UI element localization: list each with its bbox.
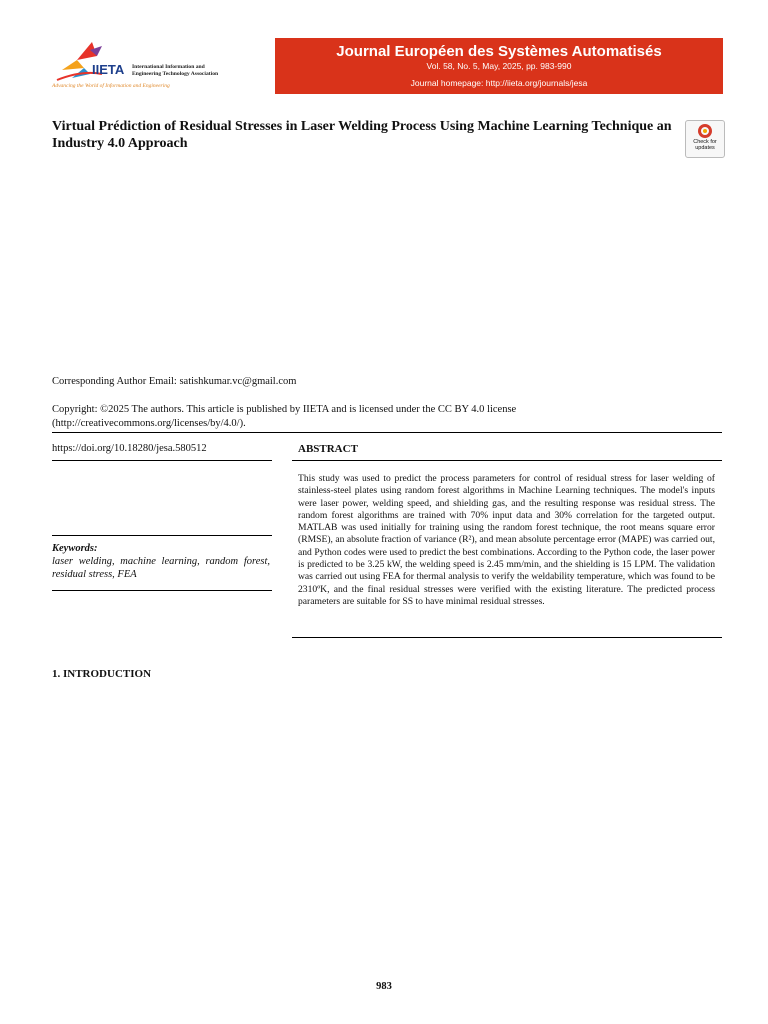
publisher-logo [52,40,262,98]
publisher-name [132,64,218,77]
publisher-name-line1: International Information and [132,64,205,70]
abstract-heading: ABSTRACT [298,443,358,455]
divider [52,460,272,461]
check-updates-label: Check for updates [693,139,717,151]
keywords-text: laser welding, machine learning, random forest, residual stress, FEA [52,556,270,580]
publisher-name-line2: Engineering Technology Association [132,70,219,77]
divider [52,590,272,591]
section-heading: 1. INTRODUCTION [52,668,152,680]
doi-link[interactable]: https://doi.org/10.18280/jesa.580512 [52,443,207,454]
check-updates-icon [698,124,712,138]
publisher-tagline: Advancing the World of Information and Engineering [52,83,170,89]
keywords-label: Keywords: [52,543,98,554]
article-title: Virtual Prédiction of Residual Stresses in Laser Welding Process Using Machine Learning Technique an Industry 4.0 Approach [52,119,672,151]
divider [52,535,272,536]
divider [292,460,722,461]
journal-homepage-link[interactable]: Journal homepage: http://iieta.org/journals/jesa [410,78,588,88]
page-number: 983 [376,981,392,992]
journal-title: Journal Européen des Systèmes Automatisés [336,43,662,60]
check-for-updates-button[interactable] [685,120,725,158]
keywords-block [52,542,270,581]
corresponding-author: Corresponding Author Email: satishkumar.vc@gmail.com [52,376,297,387]
volume-info: Vol. 58, No. 5, May, 2025, pp. 983-990 [426,61,572,71]
copyright-notice: Copyright: ©2025 The authors. This article is published by IIETA and is licensed under the CC BY 4.0 license (http://creativecommons.org/licenses/by/4.0/). [52,404,517,429]
divider [292,637,722,638]
divider [52,432,722,433]
abstract-text: This study was used to predict the process parameters for control of residual stress for laser welding of stainless-steel plates using random forest algorithms in Machine Learning techniques. The model's inputs were laser power, welding speed, and shielding gas, and the resulting response was residual stress. The random forest algorithms are trained with 70% input data and 30% correlation for the targeted output. MATLAB was used initially for training using the random forest technique, the root means square error (RMSE), an absolute fraction of variance (R²), and mean absolute percentage error (MAPE) was carried out, and Python codes were used to predict the best combinations. According to the Python code, the laser power is predicted to be 3.25 kW, the welding speed is 2.45 mm/min, and the shielding is 15 LPM. The validation was carried out using FEA for thermal analysis to verify the weldability temperature, which was found to be 2310ºK, and the final residual stresses were verified with the existing literature. The predicted process parameters are suitable for SS to have minimal residual stresses. [298,473,715,607]
journal-banner [275,38,723,94]
publisher-abbrev: IIETA [92,62,125,77]
